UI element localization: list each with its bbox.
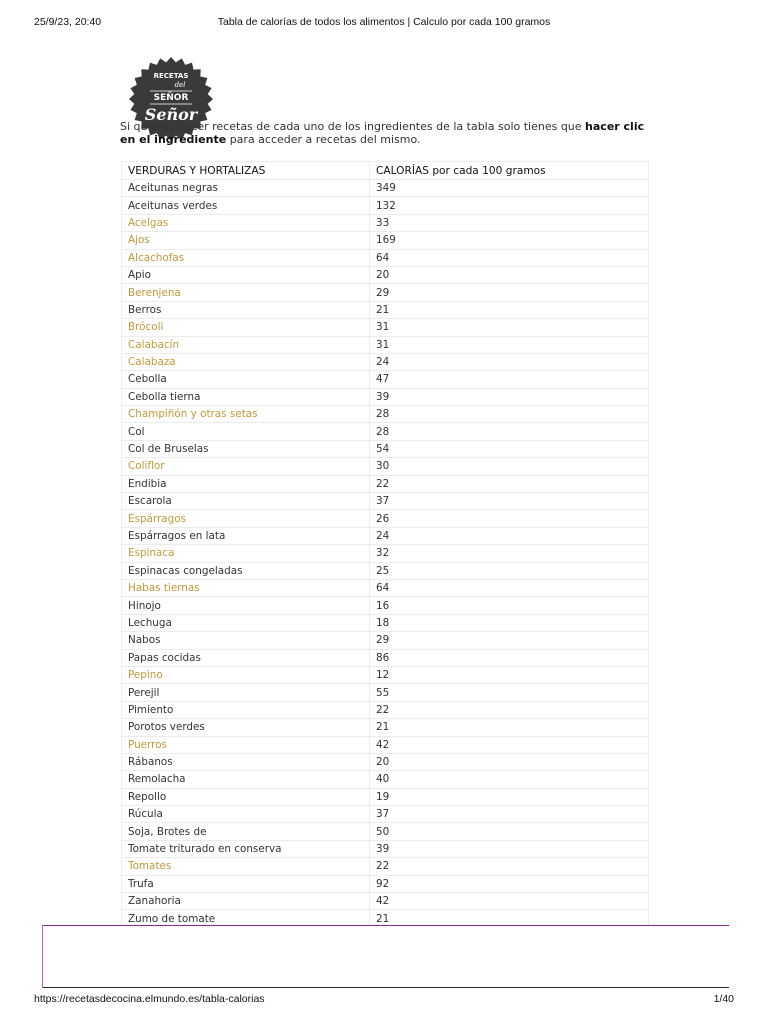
food-name: Remolacha bbox=[122, 771, 370, 788]
food-name: Apio bbox=[122, 266, 370, 283]
food-link[interactable]: Champiñón y otras setas bbox=[122, 406, 370, 423]
calorie-value: 39 bbox=[370, 388, 649, 405]
food-name: Repollo bbox=[122, 788, 370, 805]
calorie-value: 22 bbox=[370, 475, 649, 492]
food-link[interactable]: Brócoli bbox=[122, 319, 370, 336]
table-row bbox=[122, 753, 649, 770]
table-row bbox=[122, 180, 649, 197]
food-name: Escarola bbox=[122, 493, 370, 510]
table-row bbox=[122, 336, 649, 353]
calorie-value: 64 bbox=[370, 249, 649, 266]
table-row bbox=[122, 232, 649, 249]
food-link[interactable]: Acelgas bbox=[122, 214, 370, 231]
calorie-value: 40 bbox=[370, 771, 649, 788]
food-link[interactable]: Espárragos bbox=[122, 510, 370, 527]
table-row bbox=[122, 493, 649, 510]
calorie-value: 25 bbox=[370, 562, 649, 579]
food-name: Tomate triturado en conserva bbox=[122, 840, 370, 857]
table-row bbox=[122, 840, 649, 857]
calorie-value: 42 bbox=[370, 893, 649, 910]
calorie-value: 29 bbox=[370, 632, 649, 649]
document-title: Tabla de calorías de todos los alimentos | Calculo por cada 100 gramos bbox=[217, 16, 551, 28]
table-row bbox=[122, 614, 649, 631]
food-name: Pimiento bbox=[122, 701, 370, 718]
table-row bbox=[122, 632, 649, 649]
table-row bbox=[122, 510, 649, 527]
calorie-value: 32 bbox=[370, 545, 649, 562]
food-name: Papas cocidas bbox=[122, 649, 370, 666]
food-name: Col de Bruselas bbox=[122, 440, 370, 457]
logo-text-senor: SEÑOR bbox=[153, 93, 189, 103]
table-row bbox=[122, 562, 649, 579]
table-row bbox=[122, 736, 649, 753]
table-row bbox=[122, 597, 649, 614]
calorie-value: 28 bbox=[370, 423, 649, 440]
table-row bbox=[122, 319, 649, 336]
food-link[interactable]: Berenjena bbox=[122, 284, 370, 301]
calorie-value: 28 bbox=[370, 406, 649, 423]
table-header-row bbox=[122, 162, 649, 180]
food-name: Zumo de tomate bbox=[122, 910, 370, 927]
food-link[interactable]: Ajos bbox=[122, 232, 370, 249]
intro-text-before: Si quieres hacer recetas de cada uno de los ingredientes de la tabla solo tienes que bbox=[120, 120, 586, 133]
table-row bbox=[122, 458, 649, 475]
food-name: Aceitunas verdes bbox=[122, 197, 370, 214]
table-row bbox=[122, 197, 649, 214]
table-row bbox=[122, 371, 649, 388]
food-link[interactable]: Coliflor bbox=[122, 458, 370, 475]
food-name: Endibia bbox=[122, 475, 370, 492]
calorie-value: 16 bbox=[370, 597, 649, 614]
calorie-value: 31 bbox=[370, 319, 649, 336]
table-row bbox=[122, 788, 649, 805]
calorie-value: 20 bbox=[370, 753, 649, 770]
food-name: Cebolla tierna bbox=[122, 388, 370, 405]
food-name: Trufa bbox=[122, 875, 370, 892]
calorie-value: 31 bbox=[370, 336, 649, 353]
food-name: Aceitunas negras bbox=[122, 180, 370, 197]
table-row bbox=[122, 858, 649, 875]
food-name: Porotos verdes bbox=[122, 719, 370, 736]
table-row bbox=[122, 823, 649, 840]
calorie-value: 54 bbox=[370, 440, 649, 457]
food-link[interactable]: Habas tiernas bbox=[122, 579, 370, 596]
table-row bbox=[122, 406, 649, 423]
table-row bbox=[122, 875, 649, 892]
calorie-value: 19 bbox=[370, 788, 649, 805]
calorie-value: 86 bbox=[370, 649, 649, 666]
table-row bbox=[122, 771, 649, 788]
food-name: Soja, Brotes de bbox=[122, 823, 370, 840]
table-row bbox=[122, 301, 649, 318]
food-name: Zanahoria bbox=[122, 893, 370, 910]
calorie-value: 39 bbox=[370, 840, 649, 857]
column-header-food: VERDURAS Y HORTALIZAS bbox=[122, 162, 370, 180]
food-name: Hinojo bbox=[122, 597, 370, 614]
calorie-value: 92 bbox=[370, 875, 649, 892]
table-row bbox=[122, 266, 649, 283]
calorie-value: 21 bbox=[370, 910, 649, 927]
calorie-value: 64 bbox=[370, 579, 649, 596]
food-link[interactable]: Pepino bbox=[122, 666, 370, 683]
calorie-value: 37 bbox=[370, 806, 649, 823]
table-row bbox=[122, 284, 649, 301]
table-row bbox=[122, 214, 649, 231]
food-name: Espinacas congeladas bbox=[122, 562, 370, 579]
ad-banner[interactable] bbox=[42, 925, 729, 988]
calorie-value: 42 bbox=[370, 736, 649, 753]
food-link[interactable]: Puerros bbox=[122, 736, 370, 753]
calorie-value: 20 bbox=[370, 266, 649, 283]
calorie-value: 349 bbox=[370, 180, 649, 197]
food-name: Cebolla bbox=[122, 371, 370, 388]
calorie-value: 18 bbox=[370, 614, 649, 631]
table-row bbox=[122, 249, 649, 266]
logo-text-del: del bbox=[174, 81, 186, 89]
food-name: Col bbox=[122, 423, 370, 440]
intro-bold-instruction: hacer clic en el ingrediente bbox=[120, 120, 645, 146]
print-date: 25/9/23, 20:40 bbox=[34, 16, 102, 28]
calorie-value: 37 bbox=[370, 493, 649, 510]
table-row bbox=[122, 545, 649, 562]
calorie-value: 21 bbox=[370, 719, 649, 736]
calorie-value: 169 bbox=[370, 232, 649, 249]
page-number: 1/40 bbox=[713, 993, 734, 1005]
calorie-value: 26 bbox=[370, 510, 649, 527]
table-row bbox=[122, 806, 649, 823]
food-link[interactable]: Tomates bbox=[122, 858, 370, 875]
table-row bbox=[122, 423, 649, 440]
table-row bbox=[122, 388, 649, 405]
calorie-value: 12 bbox=[370, 666, 649, 683]
food-name: Berros bbox=[122, 301, 370, 318]
table-row bbox=[122, 353, 649, 370]
food-name: Lechuga bbox=[122, 614, 370, 631]
table-row bbox=[122, 579, 649, 596]
calorie-table bbox=[121, 161, 649, 928]
food-name: Rábanos bbox=[122, 753, 370, 770]
column-header-calories: CALORÍAS por cada 100 gramos bbox=[370, 162, 649, 180]
food-name: Espárragos en lata bbox=[122, 527, 370, 544]
calorie-value: 29 bbox=[370, 284, 649, 301]
table-row bbox=[122, 440, 649, 457]
food-name: Nabos bbox=[122, 632, 370, 649]
table-row bbox=[122, 684, 649, 701]
page-url: https://recetasdecocina.elmundo.es/tabla-calorias bbox=[34, 993, 265, 1005]
logo-text-script: Señor bbox=[144, 105, 198, 124]
table-row bbox=[122, 527, 649, 544]
intro-paragraph bbox=[120, 120, 655, 146]
print-footer bbox=[34, 993, 734, 1009]
calorie-value: 22 bbox=[370, 701, 649, 718]
calorie-value: 30 bbox=[370, 458, 649, 475]
logo-text-recetas: RECETAS bbox=[153, 72, 189, 80]
food-link[interactable]: Alcachofas bbox=[122, 249, 370, 266]
ad-banner-bottom-rule bbox=[43, 987, 729, 988]
table-row bbox=[122, 719, 649, 736]
calorie-value: 55 bbox=[370, 684, 649, 701]
calorie-value: 22 bbox=[370, 858, 649, 875]
calorie-value: 21 bbox=[370, 301, 649, 318]
table-row bbox=[122, 649, 649, 666]
food-name: Perejil bbox=[122, 684, 370, 701]
calorie-value: 47 bbox=[370, 371, 649, 388]
calorie-value: 24 bbox=[370, 353, 649, 370]
table-row bbox=[122, 475, 649, 492]
calorie-value: 50 bbox=[370, 823, 649, 840]
calorie-value: 33 bbox=[370, 214, 649, 231]
food-name: Rúcula bbox=[122, 806, 370, 823]
print-header bbox=[34, 16, 734, 32]
food-link[interactable]: Calabacín bbox=[122, 336, 370, 353]
table-row bbox=[122, 893, 649, 910]
calorie-value: 132 bbox=[370, 197, 649, 214]
table-body bbox=[122, 180, 649, 928]
calorie-value: 24 bbox=[370, 527, 649, 544]
food-link[interactable]: Espinaca bbox=[122, 545, 370, 562]
table-row bbox=[122, 701, 649, 718]
food-link[interactable]: Calabaza bbox=[122, 353, 370, 370]
intro-text-after: para acceder a recetas del mismo. bbox=[226, 133, 421, 146]
table-row bbox=[122, 666, 649, 683]
